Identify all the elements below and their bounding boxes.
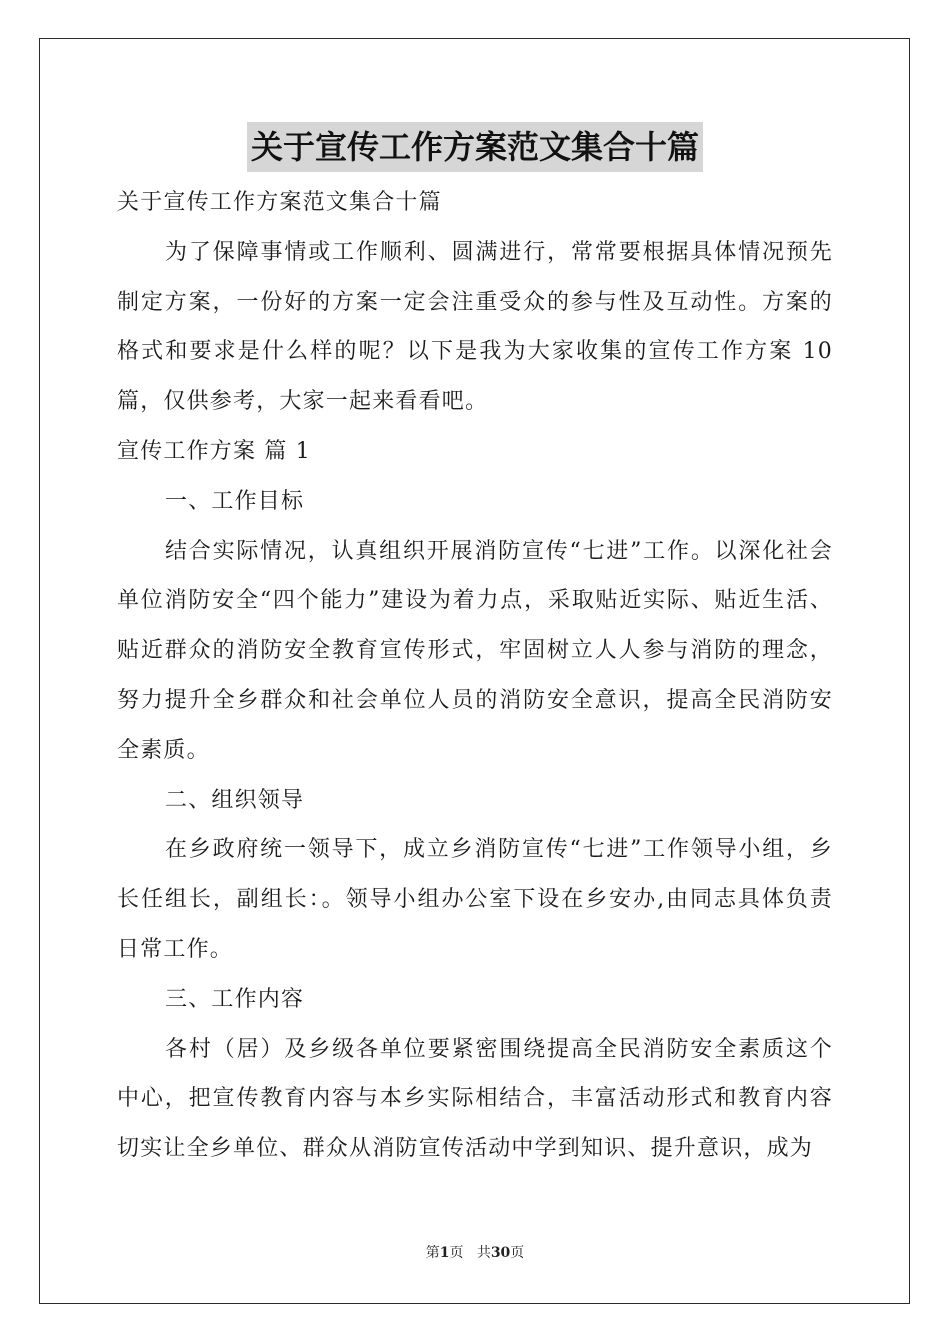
- subheading-content: 三、工作内容: [165, 986, 305, 1012]
- paragraph-subtitle: 关于宣传工作方案范文集合十篇: [117, 190, 442, 215]
- paragraph-intro: 为了保障事情或工作顺利、圆满进行，常常要根据具体情况预先制定方案，一份好的方案一定会注重受众的参与性及互动性。方案的格式和要求是什么样的呢？以下是我为大家收集的宣传工作方案 10 篇，仅供参考，大家一起来看看吧。: [117, 239, 833, 415]
- total-suffix: 页: [510, 1245, 525, 1261]
- page-footer: [0, 1242, 950, 1262]
- subheading-leadership: 二、组织领导: [165, 787, 305, 813]
- document-title: 关于宣传工作方案范文集合十篇: [247, 122, 703, 172]
- title-container: [0, 122, 950, 172]
- subheading-goals: 一、工作目标: [165, 488, 305, 514]
- document-body: [117, 178, 833, 1174]
- paragraph-leadership: 在乡政府统一领导下，成立乡消防宣传“七进”工作领导小组，乡长任组长，副组长：。领导小组办公室下设在乡安办,由同志具体负责日常工作。: [117, 837, 833, 962]
- total-pages: 30: [490, 1245, 511, 1261]
- total-prefix: 共: [476, 1245, 491, 1261]
- page-prefix: 第: [425, 1245, 440, 1261]
- paragraph-content: 各村（居）及乡级各单位要紧密围绕提高全民消防安全素质这个中心，把宣传教育内容与本乡实际相结合，丰富活动形式和教育内容切实让全乡单位、群众从消防宣传活动中学到知识、提升意识，成为: [117, 1036, 833, 1162]
- section-heading: 宣传工作方案 篇 1: [117, 438, 311, 464]
- page-number: 1: [439, 1245, 450, 1261]
- page-suffix: 页: [449, 1245, 464, 1261]
- paragraph-goals: 结合实际情况，认真组织开展消防宣传“七进”工作。以深化社会单位消防安全“四个能力”建设为着力点，采取贴近实际、贴近生活、贴近群众的消防安全教育宣传形式，牢固树立人人参与消防的理念，努力提升全乡群众和社会单位人员的消防安全意识，提高全民消防安全素质。: [117, 538, 833, 763]
